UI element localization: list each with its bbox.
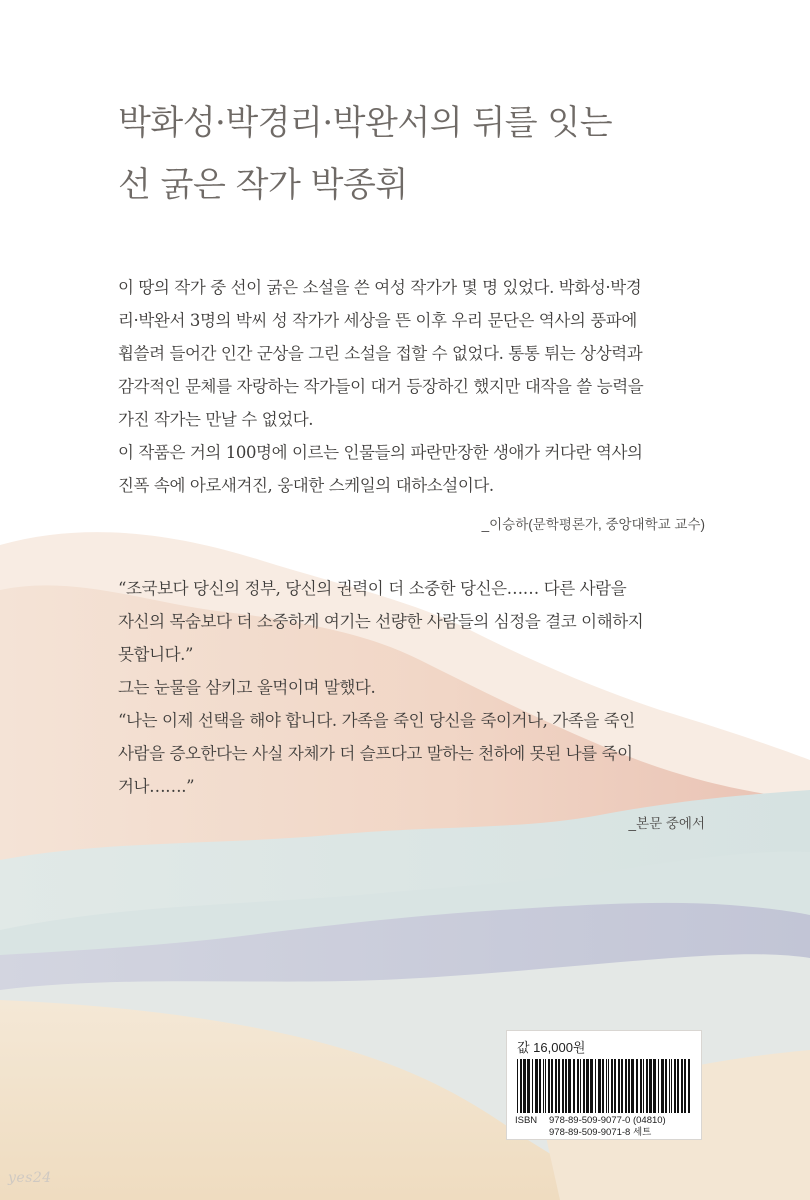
headline-line-1: 박화성·박경리·박완서의 뒤를 잇는	[118, 103, 613, 143]
review-line: 가진 작가는 만날 수 없었다.	[118, 410, 314, 429]
barcode-bar	[539, 1059, 541, 1113]
isbn-number-volume: 978-89-509-9077-0 (04810)	[549, 1115, 666, 1126]
excerpt-line: 자신의 목숨보다 더 소중하게 여기는 선량한 사람들의 심정을 결코 이해하지	[118, 612, 644, 631]
barcode-bar	[580, 1059, 581, 1113]
barcode-bar	[520, 1059, 522, 1113]
excerpt-line: 거나…….”	[118, 777, 195, 796]
excerpt-line: 못합니다.”	[118, 645, 194, 664]
barcode-bar	[590, 1059, 593, 1113]
barcode-bar	[631, 1059, 634, 1113]
barcode-bar	[671, 1059, 672, 1113]
isbn-number-set: 978-89-509-9071-8 세트	[549, 1127, 652, 1138]
review-line: 이 작품은 거의 100명에 이르는 인물들의 파란만장한 생애가 커다란 역사의	[118, 443, 643, 462]
barcode-bar	[573, 1059, 575, 1113]
excerpt-line: 그는 눈물을 삼키고 울먹이며 말했다.	[118, 678, 376, 697]
publisher-logo: yes24	[8, 1170, 52, 1186]
barcode-bar	[643, 1059, 644, 1113]
barcode-bar	[602, 1059, 604, 1113]
barcode-bar	[517, 1059, 518, 1113]
barcode-bar	[568, 1059, 571, 1113]
barcode-bar	[625, 1059, 627, 1113]
cover-headline	[118, 92, 738, 216]
barcode-bar	[523, 1059, 526, 1113]
barcode-bar	[669, 1059, 670, 1113]
review-line: 진폭 속에 아로새겨진, 웅대한 스케일의 대하소설이다.	[118, 476, 494, 495]
barcode-bar	[674, 1059, 676, 1113]
excerpt-line: “나는 이제 선택을 해야 합니다. 가족을 죽인 당신을 죽이거나, 가족을 죽인	[118, 711, 635, 730]
barcode-bar	[577, 1059, 579, 1113]
barcode-bar	[684, 1059, 686, 1113]
barcode-bar	[565, 1059, 567, 1113]
headline-line-2: 선 굵은 작가 박종휘	[118, 165, 408, 205]
excerpt-line: 사람을 증오한다는 사실 자체가 더 슬프다고 말하는 천하에 못된 나를 죽이	[118, 744, 633, 763]
barcode-bar	[653, 1059, 656, 1113]
book-excerpt	[118, 572, 703, 803]
barcode-bar	[606, 1059, 607, 1113]
barcode-bar	[681, 1059, 683, 1113]
barcode-bar	[608, 1059, 609, 1113]
barcode-bar	[543, 1059, 544, 1113]
isbn-row	[515, 1115, 693, 1139]
barcode-bar	[677, 1059, 679, 1113]
isbn-barcode	[515, 1059, 693, 1113]
barcode-bar	[628, 1059, 630, 1113]
barcode-bar	[640, 1059, 642, 1113]
barcode-bar	[636, 1059, 638, 1113]
barcode-bar	[548, 1059, 550, 1113]
review-line: 이 땅의 작가 중 선이 굵은 소설을 쓴 여성 작가가 몇 명 있었다. 박화성·박경	[118, 278, 642, 297]
barcode-bar	[545, 1059, 546, 1113]
review-line: 리·박완서 3명의 박씨 성 작가가 세상을 뜬 이후 우리 문단은 역사의 풍파에	[118, 311, 637, 330]
barcode-bar	[611, 1059, 613, 1113]
critic-review	[118, 271, 703, 502]
barcode-bar	[621, 1059, 623, 1113]
barcode-bar	[555, 1059, 557, 1113]
barcode-bar	[551, 1059, 553, 1113]
barcode-bar	[618, 1059, 620, 1113]
price-label: 값 16,000원	[517, 1040, 586, 1055]
barcode-bar	[558, 1059, 560, 1113]
barcode-bar	[595, 1059, 596, 1113]
excerpt-attribution: _본문 중에서	[628, 816, 705, 831]
barcode-bar	[658, 1059, 659, 1113]
excerpt-line: “조국보다 당신의 정부, 당신의 권력이 더 소중한 당신은…… 다른 사람을	[118, 579, 627, 598]
isbn-label: ISBN	[515, 1115, 538, 1126]
barcode-bar	[649, 1059, 652, 1113]
barcode-bar	[532, 1059, 533, 1113]
review-line: 휩쓸려 들어간 인간 군상을 그린 소설을 접할 수 없었다. 통통 튀는 상상력과	[118, 344, 643, 363]
barcode-bar	[614, 1059, 616, 1113]
barcode-bar	[661, 1059, 664, 1113]
review-attribution: _이승하(문학평론가, 중앙대학교 교수)	[481, 517, 705, 532]
barcode-bar	[646, 1059, 648, 1113]
barcode-bar	[586, 1059, 589, 1113]
barcode-bar	[562, 1059, 564, 1113]
isbn-numbers	[549, 1115, 666, 1139]
barcode-bar	[598, 1059, 601, 1113]
barcode-bar	[583, 1059, 585, 1113]
barcode-bar	[688, 1059, 690, 1113]
barcode-bar	[527, 1059, 530, 1113]
review-line: 감각적인 문체를 자랑하는 작가들이 대거 등장하긴 했지만 대작을 쓸 능력을	[118, 377, 644, 396]
price-barcode-box	[506, 1030, 702, 1140]
barcode-bar	[535, 1059, 538, 1113]
barcode-bar	[665, 1059, 667, 1113]
